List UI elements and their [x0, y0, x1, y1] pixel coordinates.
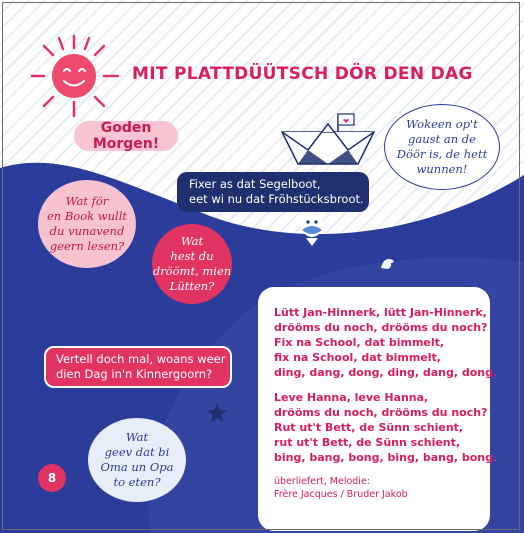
- dream-question-bubble: [152, 224, 232, 304]
- song-credits: [274, 475, 490, 501]
- bubble-line: Wokeen op't: [406, 117, 478, 131]
- bubble-line: geev dat bi: [104, 445, 170, 459]
- bubble-line: eet wi nu dat Fröhstücksbroot.: [189, 192, 364, 206]
- lyric-line: rut ut't Bett, de Sünn schient,: [274, 436, 461, 449]
- sun-icon: [26, 30, 122, 122]
- bubble-line: Vertell doch mal, woans weer: [56, 352, 226, 366]
- bubble-line: Wat: [125, 430, 149, 444]
- bubble-line: geern lesen?: [49, 239, 125, 253]
- lyric-line: drööms du noch, drööms du noch?: [274, 406, 488, 419]
- song-lyrics-card: [258, 287, 498, 531]
- bubble-line: wunnen!: [416, 162, 468, 176]
- bubble-line: Oma un Opa: [100, 460, 174, 474]
- greeting-text: Goden Morgen!: [92, 120, 160, 152]
- lyric-line: ding, dang, dong, ding, dang, dong.: [274, 366, 498, 379]
- bubble-line: Wat för: [65, 194, 109, 208]
- book-question-bubble: [38, 180, 136, 268]
- door-knock-bubble: [384, 104, 500, 190]
- lyric-line: Lütt Jan-Hinnerk, lütt Jan-Hinnerk,: [274, 306, 487, 319]
- credit-line: Frère Jacques / Bruder Jakob: [274, 489, 408, 500]
- page-number-text: 8: [47, 471, 57, 485]
- bubble-line: Lütten?: [169, 279, 215, 293]
- bubble-line: Wat: [180, 234, 204, 248]
- bubble-line: en Book wullt: [46, 209, 128, 223]
- segelboot-bubble: [177, 172, 369, 212]
- bird-icon: [378, 254, 396, 272]
- lyric-line: Leve Hanna, leve Hanna,: [274, 391, 429, 404]
- bubble-line: gaust an de: [408, 132, 476, 146]
- lyric-line: Rut ut't Bett, de Sünn schient,: [274, 421, 464, 434]
- bubble-line: hest du: [170, 249, 214, 263]
- page-title: MIT PLATTDÜÜTSCH DÖR DEN DAG: [132, 64, 473, 84]
- credit-line: überliefert, Melodie:: [274, 476, 370, 487]
- lyric-line: Fix na School, dat bimmelt,: [274, 336, 445, 349]
- kindergarten-question-bubble: [44, 346, 232, 388]
- bubble-line: to eten?: [113, 475, 161, 489]
- lyric-line: bing, bang, bong, bing, bang, bong.: [274, 451, 498, 464]
- greeting-bubble: [74, 121, 178, 151]
- bubble-line: Fixer as dat Segelboot,: [189, 177, 321, 191]
- paper-boat-icon: [278, 110, 378, 172]
- grandparents-question-bubble: [88, 418, 186, 502]
- bubble-line: du vunavend: [49, 224, 125, 238]
- star-icon: [206, 402, 228, 424]
- bubble-line: dröömt, mien: [152, 264, 232, 278]
- bubble-line: dien Dag in'n Kinnergoorn?: [56, 367, 213, 381]
- song-stanza-1: [274, 305, 498, 380]
- page-number: [38, 464, 66, 492]
- song-stanza-2: [274, 390, 498, 465]
- lyric-line: fix na School, dat bimmelt,: [274, 351, 441, 364]
- bubble-line: Döör is, de hett: [396, 147, 488, 161]
- lyric-line: drööms du noch, drööms du noch?: [274, 321, 488, 334]
- fish-icon: [296, 208, 330, 248]
